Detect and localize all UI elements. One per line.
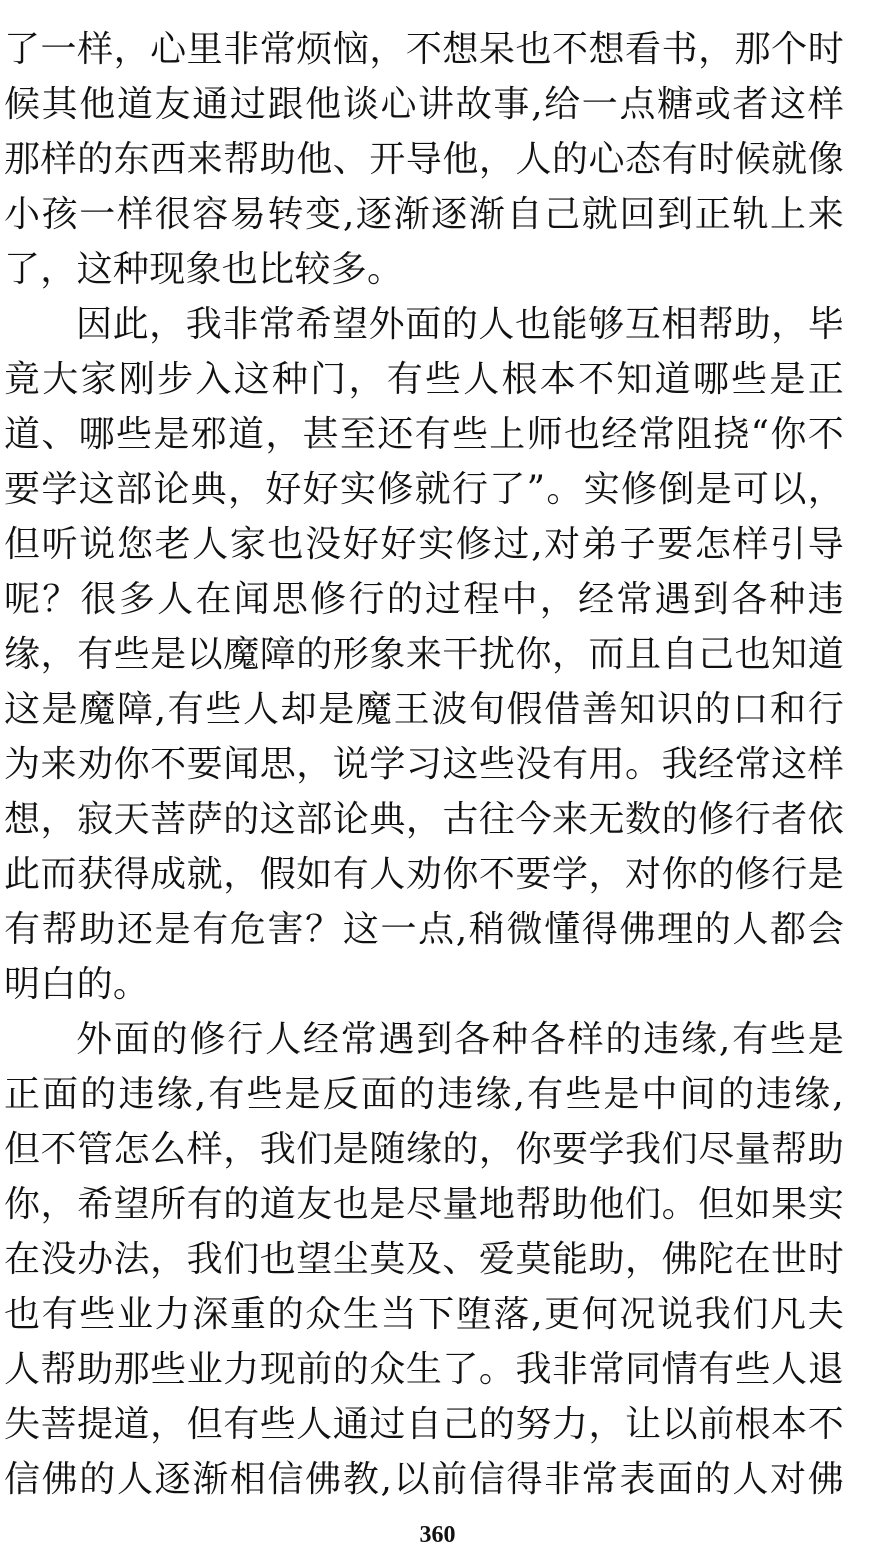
text-line: 道、哪些是邪道，甚至还有些上师也经常阻挠“你不 <box>4 414 844 455</box>
text-line: 但不管怎么样，我们是随缘的，你要学我们尽量帮助 <box>4 1129 844 1170</box>
text-line: 但听说您老人家也没好好实修过,对弟子要怎样引导 <box>4 524 844 565</box>
text-line: 要学这部论典，好好实修就行了”。实修倒是可以， <box>4 469 844 510</box>
text-line: 了，这种现象也比较多。 <box>4 249 404 290</box>
text-line: 候其他道友通过跟他谈心讲故事,给一点糖或者这样 <box>4 84 844 125</box>
text-line: 信佛的人逐渐相信佛教,以前信得非常表面的人对佛 <box>4 1459 844 1500</box>
text-line: 有帮助还是有危害？这一点,稍微懂得佛理的人都会 <box>4 909 844 950</box>
text-line: 缘，有些是以魔障的形象来干扰你，而且自己也知道 <box>4 634 844 675</box>
text-line: 明白的。 <box>4 964 150 1005</box>
text-line: 在没办法，我们也望尘莫及、爱莫能助，佛陀在世时 <box>4 1239 844 1280</box>
text-line: 竟大家刚步入这种门，有些人根本不知道哪些是正 <box>4 359 844 400</box>
text-line: 了一样，心里非常烦恼，不想呆也不想看书，那个时 <box>4 29 844 70</box>
text-line: 为来劝你不要闻思，说学习这些没有用。我经常这样 <box>4 744 844 785</box>
text-line: 失菩提道，但有些人通过自己的努力，让以前根本不 <box>4 1404 844 1445</box>
body-text <box>4 22 844 1507</box>
paragraph-start-line: 外面的修行人经常遇到各种各样的违缘,有些是 <box>76 1019 844 1060</box>
text-line: 小孩一样很容易转变,逐渐逐渐自己就回到正轨上来 <box>4 194 844 235</box>
text-line: 人帮助那些业力现前的众生了。我非常同情有些人退 <box>4 1349 844 1390</box>
text-line: 你，希望所有的道友也是尽量地帮助他们。但如果实 <box>4 1184 844 1225</box>
text-line: 那样的东西来帮助他、开导他，人的心态有时候就像 <box>4 139 844 180</box>
text-line: 正面的违缘,有些是反面的违缘,有些是中间的违缘, <box>4 1074 844 1115</box>
text-line: 想，寂天菩萨的这部论典，古往今来无数的修行者依 <box>4 799 844 840</box>
page-number: 360 <box>419 1522 456 1548</box>
text-line: 也有些业力深重的众生当下堕落,更何况说我们凡夫 <box>4 1294 844 1335</box>
paragraph-start-line: 因此，我非常希望外面的人也能够互相帮助，毕 <box>76 304 844 345</box>
text-line: 呢？很多人在闻思修行的过程中，经常遇到各种违 <box>4 579 844 620</box>
text-line: 此而获得成就，假如有人劝你不要学，对你的修行是 <box>4 854 844 895</box>
text-line: 这是魔障,有些人却是魔王波旬假借善知识的口和行 <box>4 689 844 730</box>
